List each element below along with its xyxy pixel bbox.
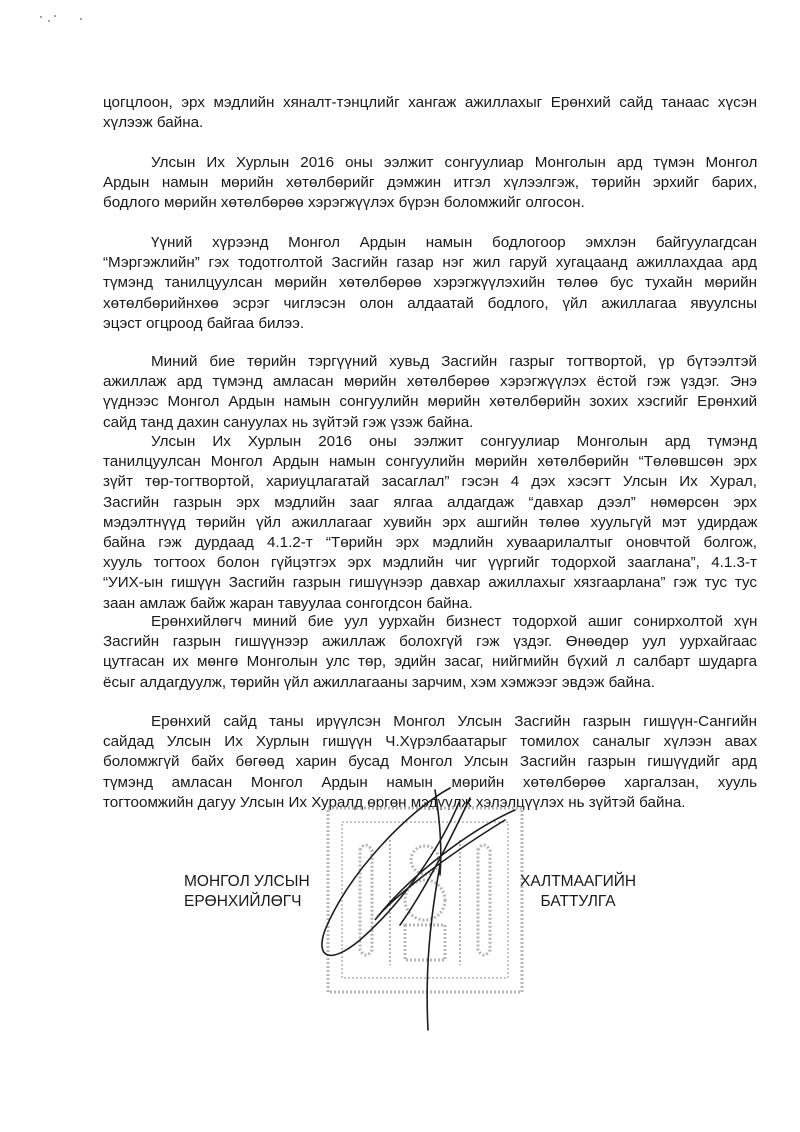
text-line: Ерөнхийлөгч миний бие уул уурхайн бизнест тодорхой ашиг сонирхолтой хүн: [151, 613, 758, 630]
title-line: ЕРӨНХИЙЛӨГЧ: [184, 893, 302, 910]
scan-specks: [40, 14, 100, 24]
text-line: эцэст огцроод байгаа билээ.: [103, 314, 305, 332]
text-line: түмэнд танилцуулсан мөрийн хөтөлбөрөө хэрэгжүүлэхийн төлөө бус тухайн мөрийн: [103, 274, 757, 292]
text-line: Улсын Их Хурлын 2016 оны ээлжит сонгуулиар Монголын ард түмэнд: [151, 433, 758, 450]
text-line: хөтөлбөрийнхөө эсрэг чиглэсэн олон алдаатай бодлого, үйл ажиллагаа явуулсны: [103, 294, 758, 312]
text-line: бодлого мөрийн хөтөлбөрөө хэрэгжүүлэх бүрэн боломжийг олгосон.: [103, 194, 585, 212]
paragraph-election-mandate: [103, 153, 757, 214]
text-line: байна гэж дурдаад 4.1.2-т “Төрийн эрх мэдлийн хуваарилалтыг оновчтой болгож,: [103, 533, 757, 551]
text-line: боломжгүй байх бөгөөд харин бусад Монгол Улсын Засгийн газрын гишүүдийг ард: [103, 753, 757, 771]
president-name: [520, 872, 636, 912]
president-title: [184, 872, 310, 912]
text-line: түмэнд амласан Монгол Ардын намын мөрийн хөтөлбөрөө харгалзан, хууль: [103, 773, 757, 791]
text-line: цутгасан их мөнгө Монголын улс төр, эдийн засаг, нийгмийн бүхий л салбарт шударга: [103, 653, 758, 671]
text-line: Ардын намын мөрийн хөтөлбөрийг дэмжин итгэл хүлээлгэж, төрийн эрхийг барих,: [103, 174, 758, 192]
text-line: тогтоомжийн дагуу Улсын Их Хуралд өргөн мэдүүлж хэлэлцүүлэх нь зүйтэй байна.: [103, 793, 686, 811]
name-line: БАТТУЛГА: [540, 893, 616, 910]
text-line: Улсын Их Хурлын 2016 оны ээлжит сонгуулиар Монголын ард түмэн Монгол: [151, 154, 758, 171]
paragraph-platform-section: [103, 432, 757, 614]
paragraph-continuation: [103, 93, 757, 133]
title-line: МОНГОЛ УЛСЫН: [184, 873, 310, 890]
text-line: Ерөнхий сайд таны ирүүлсэн Монгол Улсын Засгийн газрын гишүүн-Сангийн: [151, 713, 757, 730]
text-line: Үүний хүрээнд Монгол Ардын намын бодлогоор эмхлэн байгуулагдсан: [151, 234, 757, 251]
text-line: Засгийн газрын эрх мэдлийн зааг ялгаа алдагдаж “давхар дээл” нөмөрсөн эрх: [103, 493, 757, 511]
text-line: мэдэлтнүүд төрийн үйл ажиллагааг хувийн эрх ашгийн төлөө хуульгүй мэт удирдаж: [103, 513, 758, 531]
paragraph-president-view: [103, 352, 757, 433]
text-line: Миний бие төрийн тэргүүний хувьд Засгийн газрыг тогтвортой, үр бүтээлтэй: [151, 353, 757, 370]
paragraph-mining-interest: [103, 612, 757, 693]
text-line: сайдад Улсын Их Хурлын гишүүн Ч.Хүрэлбаатарыг томилох саналыг хүлээн авах: [103, 733, 758, 751]
text-line: ажиллаж ард түмэнд амласан мөрийн хөтөлбөрөө хэрэгжүүлэх ёстой гэж үздэг. Энэ: [103, 373, 757, 391]
text-line: зүйт төр-тогтвортой, хариуцлагатай засаглал” гэсэн 4 дэх хэсэгт Улсын Их Хурал,: [103, 473, 757, 491]
paragraph-government-record: [103, 233, 757, 334]
text-line: “Мэргэжлийн” гэх тодотголтой Засгийн газар нэг жил гаруй хугацаанд ажиллахдаа ард: [103, 254, 757, 272]
text-line: хууль тогтоох болон гүйцэтгэх эрх мэдлийн чиг үүргийг тодорхой зааглана”, 4.1.3-т: [103, 554, 757, 572]
handwritten-signature-icon: [290, 780, 550, 1040]
text-line: ёсыг алдагдуулж, төрийн үйл ажиллагааны зарчим, хэм хэмжээг эвдэж байна.: [103, 673, 655, 691]
text-line: хүлээж байна.: [103, 114, 204, 132]
name-line: ХАЛТМААГИЙН: [520, 873, 637, 890]
text-line: заан амлаж байж жаран тавуулаа сонгогдсон байна.: [103, 594, 473, 612]
text-line: сайд танд дахин сануулах нь зүйтэй гэж үзэж байна.: [103, 413, 474, 431]
text-line: үүднээс Монгол Ардын намын сонгуулийн мөрийн хөтөлбөрийн зохих хэсгийг Ерөнхий: [103, 393, 758, 411]
text-line: цогцлоон, эрх мэдлийн хяналт-тэнцлийг хангаж ажиллахыг Ерөнхий сайд танаас хүсэн: [103, 94, 757, 111]
text-line: “УИХ-ын гишүүн Засгийн газрын гишүүнээр давхар ажиллахыг хязгаарлана” гэж тус тус: [103, 574, 757, 592]
text-line: танилцуулсан Монгол Ардын намын сонгуулийн мөрийн хөтөлбөрийн “Төлөвшсөн эрх: [103, 453, 757, 471]
text-line: Засгийн газрын гишүүнээр ажиллаж болохгүй гэж үздэг. Өнөөдөр уул уурхайгаас: [103, 633, 758, 651]
